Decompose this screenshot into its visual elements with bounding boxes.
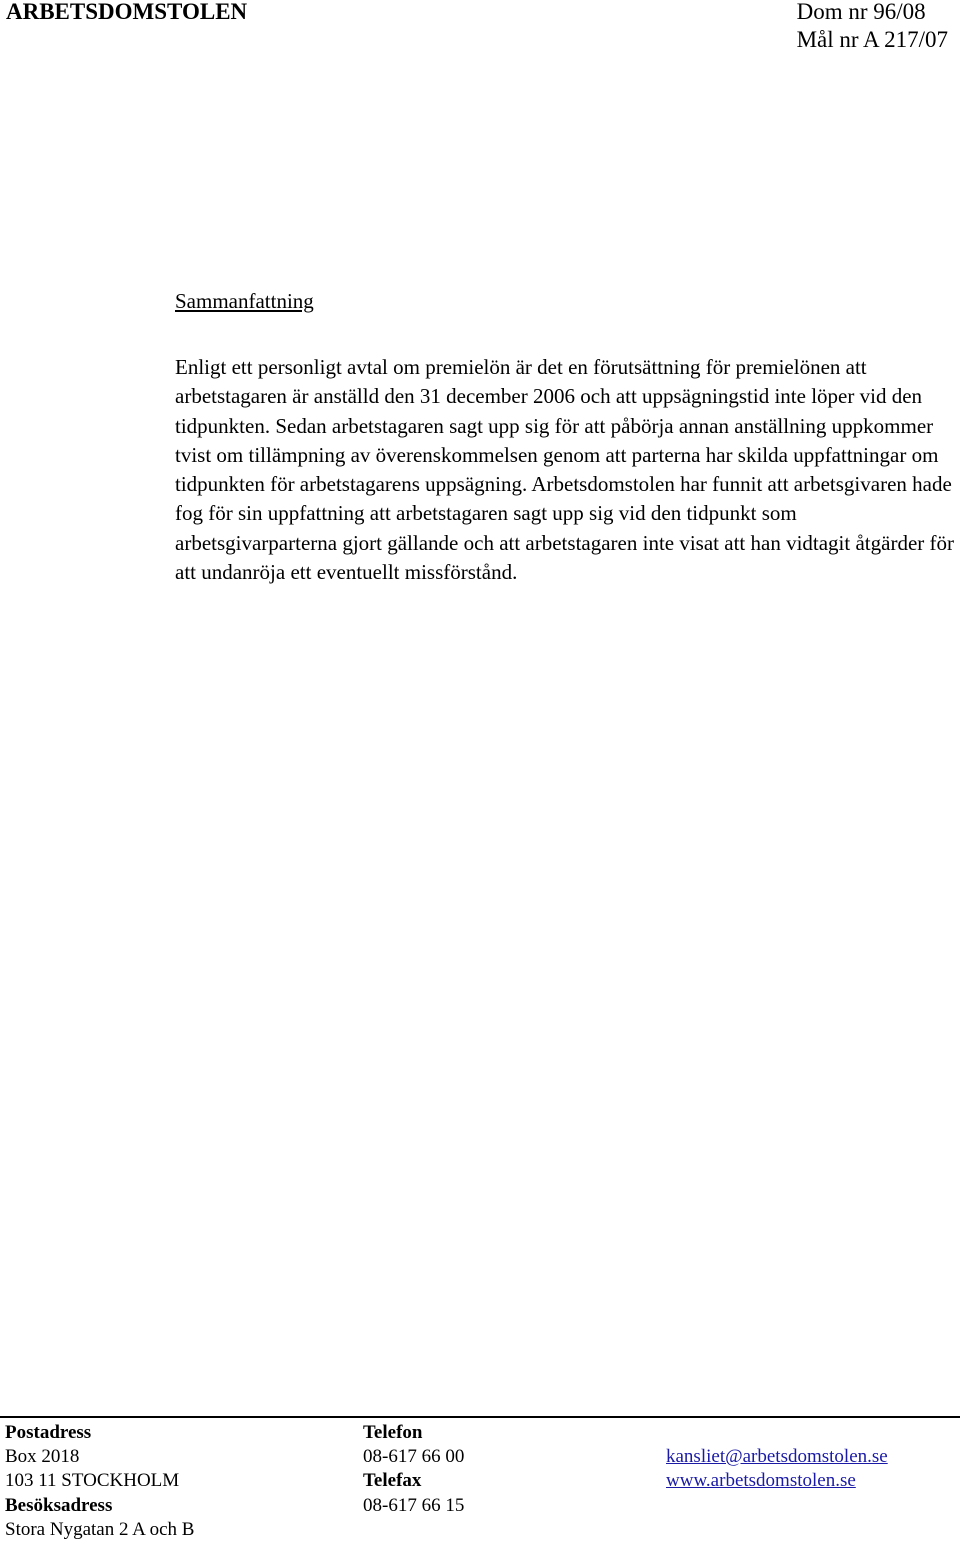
postal-address-line1: Box 2018 <box>5 1446 80 1468</box>
footer-phone-column <box>363 1421 464 1518</box>
phone-label: Telefon <box>363 1422 423 1443</box>
phone-number: 08-617 66 00 <box>363 1446 465 1468</box>
website-link[interactable]: www.arbetsdomstolen.se <box>666 1470 856 1492</box>
postal-address-label: Postadress <box>5 1422 92 1443</box>
case-references <box>797 0 948 54</box>
fax-number: 08-617 66 15 <box>363 1494 465 1516</box>
court-name: ARBETSDOMSTOLEN <box>6 0 248 24</box>
summary-text: Enligt ett personligt avtal om premielön är det en förutsättning för premielönen att arbetstagaren är anställd den 31 december 2006 och att uppsägningstid inte löper vid den tidpunkten. Sedan arbetstagaren sagt upp sig för att påbörja annan anställning uppkommer tvist om tillämpning av överenskommelsen genom att parterna har skilda uppfattningar om tidpunkten för arbetstagarens uppsägning. Arbetsdomstolen har funnit att arbetsgivaren hade fog för sin uppfattning att arbetstagaren sagt upp sig vid den tidpunkt som arbetsgivarparterna gjort gällande och att arbetstagaren inte visat att han vidtagit åtgärder för att undanröja ett eventuellt missförstånd. <box>175 355 954 585</box>
footer-divider <box>0 1416 960 1418</box>
visit-address-line1: Stora Nygatan 2 A och B <box>5 1518 195 1540</box>
footer-contact-column <box>666 1445 888 1493</box>
postal-address-line2: 103 11 STOCKHOLM <box>5 1470 180 1492</box>
summary-section <box>175 287 960 587</box>
judgment-number: Dom nr 96/08 <box>796 0 926 24</box>
footer-address-column <box>5 1421 194 1542</box>
fax-label: Telefax <box>363 1470 422 1492</box>
visit-address-label: Besöksadress <box>5 1494 113 1516</box>
email-link[interactable]: kansliet@arbetsdomstolen.se <box>666 1446 888 1467</box>
case-number: Mål nr A 217/07 <box>796 27 948 52</box>
summary-heading: Sammanfattning <box>175 289 314 313</box>
